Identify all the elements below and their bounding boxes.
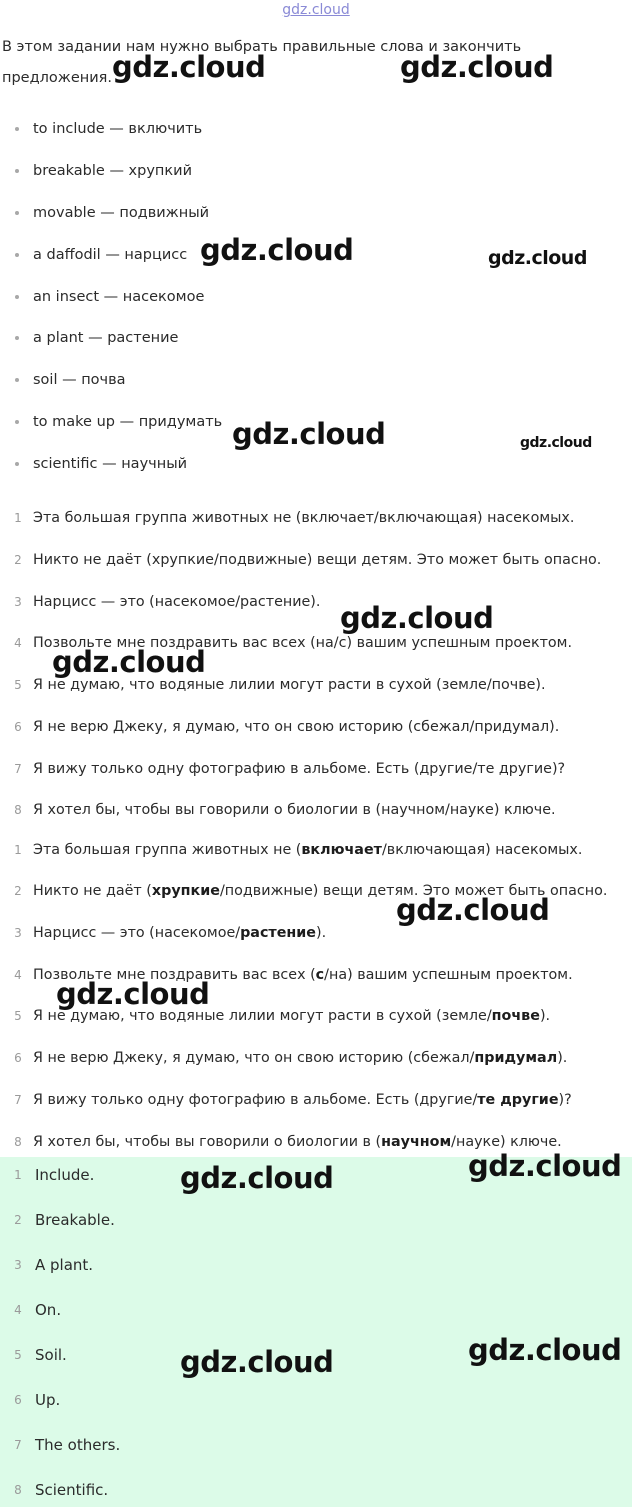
chosen-word: научном [381,1134,452,1150]
watermark: gdz.cloud [56,977,210,1011]
chosen-word: растение [240,925,316,941]
bullet-icon [15,211,19,215]
watermark: gdz.cloud [232,417,386,451]
watermark: gdz.cloud [396,893,550,927]
bullet-icon [15,336,19,340]
bullet-icon [15,253,19,257]
watermark: gdz.cloud [400,50,554,84]
watermark: gdz.cloud [520,435,592,451]
watermark: gdz.cloud [112,50,266,84]
task-intro: В этом задании нам нужно выбрать правильные слова и закончить предложения. [2,39,522,86]
site-header-link[interactable]: gdz.cloud [282,2,350,18]
watermark: gdz.cloud [200,233,354,267]
watermark: gdz.cloud [180,1345,334,1379]
chosen-word: те другие [477,1092,559,1108]
bullet-icon [15,295,19,299]
answers-panel: 1 Include. 2 Breakable. 3 A plant. 4 On. 5 Soil. 6 Up. 7 The others. 8 Scientific. [0,1157,632,1507]
watermark: gdz.cloud [468,1333,622,1367]
bullet-icon [15,378,19,382]
watermark: gdz.cloud [340,601,494,635]
bullet-icon [15,462,19,466]
watermark: gdz.cloud [180,1161,334,1195]
watermark: gdz.cloud [488,247,587,269]
chosen-word: придумал [474,1050,558,1066]
bullet-icon [15,127,19,131]
chosen-word: хрупкие [151,883,220,899]
chosen-word: почве [491,1008,540,1024]
bullet-icon [15,169,19,173]
bullet-icon [15,420,19,424]
watermark: gdz.cloud [52,645,206,679]
chosen-word: включает [301,842,382,858]
chosen-word: с [315,967,325,983]
watermark: gdz.cloud [468,1149,622,1183]
